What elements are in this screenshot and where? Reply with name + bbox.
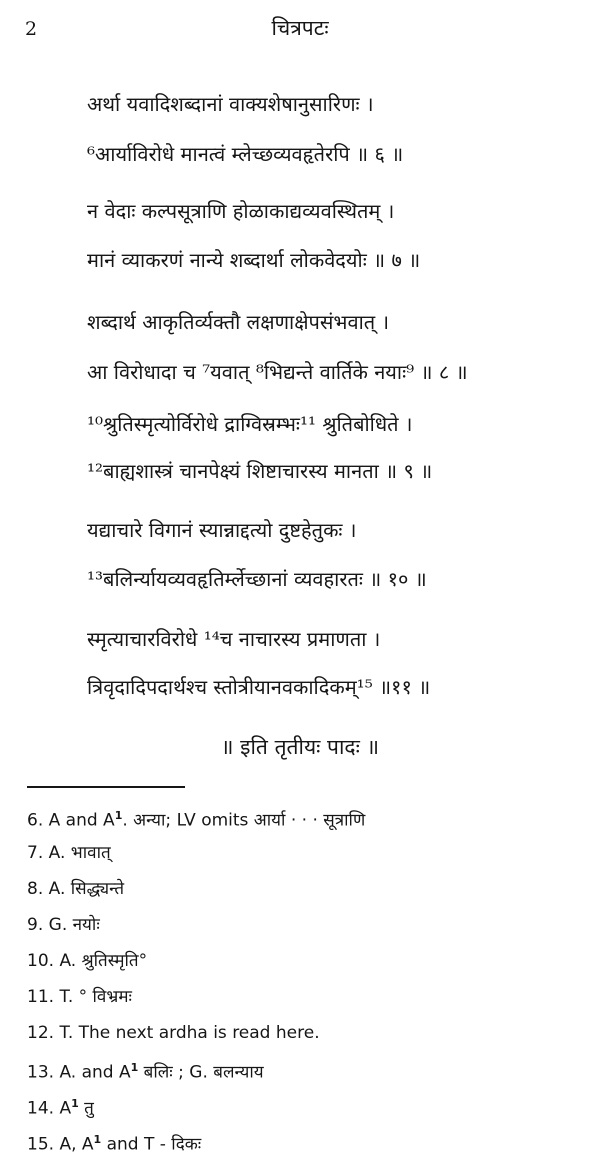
- footnote: 10. A. श्रुतिस्मृति°: [27, 951, 148, 971]
- footnote: 15. A, $A^1$ and T - दिकः: [27, 1133, 202, 1155]
- section-colophon: ॥ इति तृतीयः पादः ॥: [220, 735, 380, 759]
- footnote: 9. G. नयोः: [27, 915, 100, 935]
- verse-line: यद्याचारे विगानं स्यान्नाद्दत्यो दुष्टहेतुकः ।: [87, 518, 357, 542]
- footnote: 13. A. and $A^1$ बलिः ; G. बलन्याय: [27, 1061, 264, 1083]
- verse-line: अर्था यवादिशब्दानां वाक्यशेषानुसारिणः ।: [87, 92, 374, 116]
- verse-line: आ विरोधादा च ⁷यवात् ⁸भिद्यन्ते वार्तिके नयाः⁹ ॥ ८ ॥: [87, 360, 468, 384]
- verse-line: स्मृत्याचारविरोधे ¹⁴च नाचारस्य प्रमाणता ।: [87, 627, 381, 651]
- verse-line: ¹²बाह्यशास्त्रं चानपेक्ष्यं शिष्टाचारस्य मानता ॥ ९ ॥: [87, 459, 433, 483]
- verse-line: मानं व्याकरणं नान्ये शब्दार्था लोकवेदयोः ॥ ७ ॥: [87, 248, 421, 272]
- footnote-rule: [27, 786, 185, 788]
- verse-line: त्रिवृदादिपदार्थश्च स्तोत्रीयानवकादिकम्¹⁵ ॥११ ॥: [87, 675, 431, 699]
- verse-line: ⁶आर्याविरोधे मानत्वं म्लेच्छव्यवहृतेरपि ॥ ६ ॥: [87, 142, 404, 166]
- page-number: 2: [25, 18, 38, 40]
- footnote: 11. T. ° विभ्रमः: [27, 987, 132, 1007]
- verse-line: शब्दार्थ आकृतिर्व्यक्तौ लक्षणाक्षेपसंभवात् ।: [87, 310, 390, 334]
- footnote: 14. $A^1$ तु: [27, 1097, 94, 1119]
- footnote: 7. A. भावात्: [27, 843, 111, 863]
- verse-line: ¹³बलिर्न्यायव्यवहृतिर्म्लेच्छानां व्यवहारतः ॥ १० ॥: [87, 567, 427, 591]
- verse-line: न वेदाः कल्पसूत्राणि होळाकाद्यव्यवस्थितम् ।: [87, 199, 395, 223]
- verse-line: ¹⁰श्रुतिस्मृत्योर्विरोधे द्राग्विस्रम्भः¹¹ श्रुतिबोधिते ।: [87, 412, 413, 436]
- footnote: 12. T. The next ardha is read here.: [27, 1023, 320, 1043]
- running-title: चित्रपटः: [271, 16, 329, 40]
- footnote: 8. A. सिद्ध्यन्ते: [27, 879, 125, 899]
- footnote: 6. A and $A^1$. अन्या; LV omits आर्या · · · सूत्राणि: [27, 809, 366, 831]
